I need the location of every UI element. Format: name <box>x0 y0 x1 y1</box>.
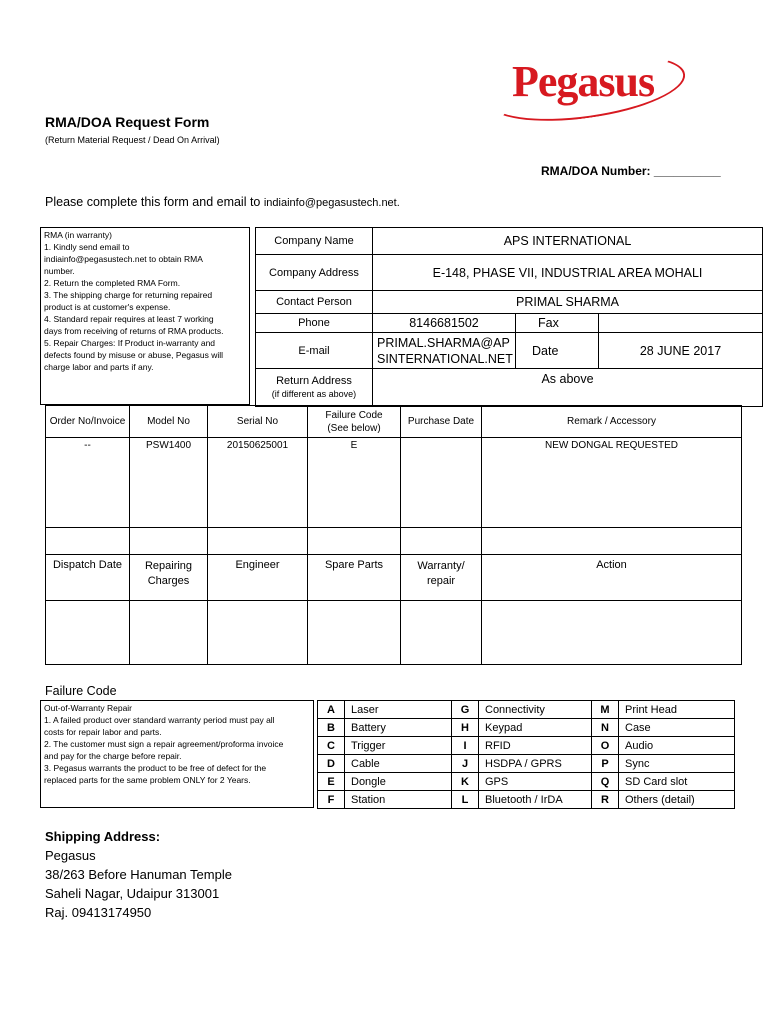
oow-line: replaced parts for the same problem ONLY for 2 Years. <box>44 775 251 785</box>
code-desc: Connectivity <box>479 701 592 719</box>
empty-cell[interactable] <box>482 601 742 665</box>
return-address-sublabel: (if different as above) <box>271 388 357 399</box>
shipping-line: Pegasus <box>45 848 96 863</box>
code-letter: H <box>452 719 479 737</box>
col-failure-code-line: Failure Code <box>325 409 383 421</box>
email-value[interactable] <box>373 333 516 369</box>
empty-cell[interactable] <box>208 601 308 665</box>
code-letter: J <box>452 755 479 773</box>
code-letter: B <box>318 719 345 737</box>
code-letter: C <box>318 737 345 755</box>
empty-cell[interactable] <box>308 601 401 665</box>
code-letter: R <box>592 791 619 809</box>
code-desc: Laser <box>345 701 452 719</box>
code-desc: Audio <box>619 737 735 755</box>
code-desc: Trigger <box>345 737 452 755</box>
col-action: Action <box>482 555 742 601</box>
cell-failure-code[interactable]: E <box>308 438 401 528</box>
email-label: E-mail <box>256 333 373 369</box>
rma-warranty-box <box>40 227 250 405</box>
rma-line: charge labor and parts if any. <box>44 362 154 372</box>
code-desc: Bluetooth / IrDA <box>479 791 592 809</box>
code-desc: SD Card slot <box>619 773 735 791</box>
code-letter: E <box>318 773 345 791</box>
email-value-line: SINTERNATIONAL.NET <box>377 351 513 366</box>
cell-purchase-date[interactable] <box>401 438 482 528</box>
phone-value[interactable]: 8146681502 <box>373 314 516 333</box>
empty-cell[interactable] <box>401 601 482 665</box>
col-warranty-repair-line: Warranty/ <box>417 560 465 572</box>
phone-label: Phone <box>256 314 373 333</box>
cell-remark[interactable]: NEW DONGAL REQUESTED <box>482 438 742 528</box>
rma-line: indiainfo@pegasustech.net to obtain RMA <box>44 254 203 264</box>
code-letter: N <box>592 719 619 737</box>
col-serial-no: Serial No <box>208 406 308 438</box>
empty-cell[interactable] <box>308 528 401 555</box>
code-letter: F <box>318 791 345 809</box>
col-dispatch-date: Dispatch Date <box>46 555 130 601</box>
shipping-title: Shipping Address: <box>45 829 161 844</box>
form-subtitle: (Return Material Request / Dead On Arrival) <box>45 135 220 145</box>
rma-number-label: RMA/DOA Number: <box>541 164 651 178</box>
code-desc: Cable <box>345 755 452 773</box>
rma-line: 5. Repair Charges: If Product in-warranty and <box>44 338 216 348</box>
empty-cell[interactable] <box>46 601 130 665</box>
form-title: RMA/DOA Request Form <box>45 114 210 130</box>
oow-line: 2. The customer must sign a repair agreement/proforma invoice <box>44 739 284 749</box>
col-order-no: Order No/Invoice <box>46 406 130 438</box>
fax-value[interactable] <box>599 314 763 333</box>
code-desc: Others (detail) <box>619 791 735 809</box>
oow-line: and pay for the charge before repair. <box>44 751 182 761</box>
code-desc: Dongle <box>345 773 452 791</box>
instruction-line <box>45 195 400 209</box>
oow-title: Out-of-Warranty Repair <box>44 703 133 713</box>
contact-person-label: Contact Person <box>256 291 373 314</box>
col-repairing-charges-line: Repairing <box>144 560 193 572</box>
code-desc: Battery <box>345 719 452 737</box>
rma-line: 3. The shipping charge for returning repaired <box>44 290 213 300</box>
col-spare-parts: Spare Parts <box>308 555 401 601</box>
col-engineer: Engineer <box>208 555 308 601</box>
empty-cell[interactable] <box>482 528 742 555</box>
col-model-no: Model No <box>130 406 208 438</box>
col-remark: Remark / Accessory <box>482 406 742 438</box>
pegasus-logo <box>478 52 688 116</box>
code-letter: O <box>592 737 619 755</box>
code-desc: GPS <box>479 773 592 791</box>
company-name-value[interactable]: APS INTERNATIONAL <box>373 228 763 255</box>
code-letter: P <box>592 755 619 773</box>
logo-text: Pegasus <box>511 57 655 106</box>
col-purchase-date: Purchase Date <box>401 406 482 438</box>
rma-line: product is at customer's expense. <box>44 302 171 312</box>
code-desc: RFID <box>479 737 592 755</box>
empty-cell[interactable] <box>401 528 482 555</box>
col-warranty-repair-line: repair <box>426 575 456 587</box>
code-desc: Print Head <box>619 701 735 719</box>
cell-order-no[interactable]: -- <box>46 438 130 528</box>
contact-person-value[interactable]: PRIMAL SHARMA <box>373 291 763 314</box>
empty-cell[interactable] <box>46 528 130 555</box>
failure-code-table <box>317 700 735 809</box>
rma-number-field <box>541 164 721 178</box>
code-letter: M <box>592 701 619 719</box>
date-value[interactable]: 28 JUNE 2017 <box>599 333 763 369</box>
empty-cell[interactable] <box>130 601 208 665</box>
shipping-address <box>45 827 232 922</box>
col-repairing-charges <box>130 555 208 601</box>
code-letter: G <box>452 701 479 719</box>
shipping-line: Raj. 09413174950 <box>45 905 152 920</box>
code-letter: K <box>452 773 479 791</box>
col-failure-code <box>308 406 401 438</box>
company-address-label: Company Address <box>256 255 373 291</box>
code-desc: Case <box>619 719 735 737</box>
rma-line: defects found by misuse or abuse, Pegasus will <box>44 350 224 360</box>
oow-line: 3. Pegasus warrants the product to be free of defect for the <box>44 763 267 773</box>
cell-model-no[interactable]: PSW1400 <box>130 438 208 528</box>
code-desc: Station <box>345 791 452 809</box>
rma-line: days from receiving of returns of RMA products. <box>44 326 224 336</box>
shipping-line: 38/263 Before Hanuman Temple <box>45 867 232 882</box>
rma-line: 1. Kindly send email to <box>44 242 130 252</box>
rma-line: 2. Return the completed RMA Form. <box>44 278 181 288</box>
empty-cell[interactable] <box>208 528 308 555</box>
code-desc: HSDPA / GPRS <box>479 755 592 773</box>
company-name-label: Company Name <box>256 228 373 255</box>
order-table <box>45 405 742 665</box>
instruction-text: Please complete this form and email to <box>45 195 264 209</box>
col-warranty-repair <box>401 555 482 601</box>
col-repairing-charges-line: Charges <box>147 575 190 587</box>
empty-cell[interactable] <box>130 528 208 555</box>
code-letter: A <box>318 701 345 719</box>
date-label: Date <box>516 333 599 369</box>
rma-line: number. <box>44 266 75 276</box>
rma-line: 4. Standard repair requires at least 7 working <box>44 314 214 324</box>
failure-code-title: Failure Code <box>45 684 117 698</box>
instruction-email[interactable]: indiainfo@pegasustech.net. <box>263 197 400 209</box>
oow-line: costs for repair labor and parts. <box>44 727 162 737</box>
code-letter: Q <box>592 773 619 791</box>
code-letter: I <box>452 737 479 755</box>
rma-box-title: RMA (in warranty) <box>44 230 113 240</box>
rma-number-blank[interactable]: __________ <box>653 164 721 178</box>
oow-line: 1. A failed product over standard warranty period must pay all <box>44 715 275 725</box>
code-desc: Keypad <box>479 719 592 737</box>
cell-serial-no[interactable]: 20150625001 <box>208 438 308 528</box>
oow-repair-box <box>40 700 314 808</box>
return-address-label: Return Address <box>276 374 352 387</box>
return-address-value[interactable]: As above <box>373 369 763 407</box>
col-failure-code-line: (See below) <box>327 422 381 434</box>
return-address-cell <box>256 369 373 407</box>
fax-label: Fax <box>516 314 599 333</box>
code-letter: L <box>452 791 479 809</box>
company-address-value[interactable]: E-148, PHASE VII, INDUSTRIAL AREA MOHALI <box>373 255 763 291</box>
company-info-table <box>255 227 763 407</box>
shipping-line: Saheli Nagar, Udaipur 313001 <box>45 886 220 901</box>
code-letter: D <box>318 755 345 773</box>
code-desc: Sync <box>619 755 735 773</box>
email-value-line: PRIMAL.SHARMA@AP <box>377 335 510 350</box>
